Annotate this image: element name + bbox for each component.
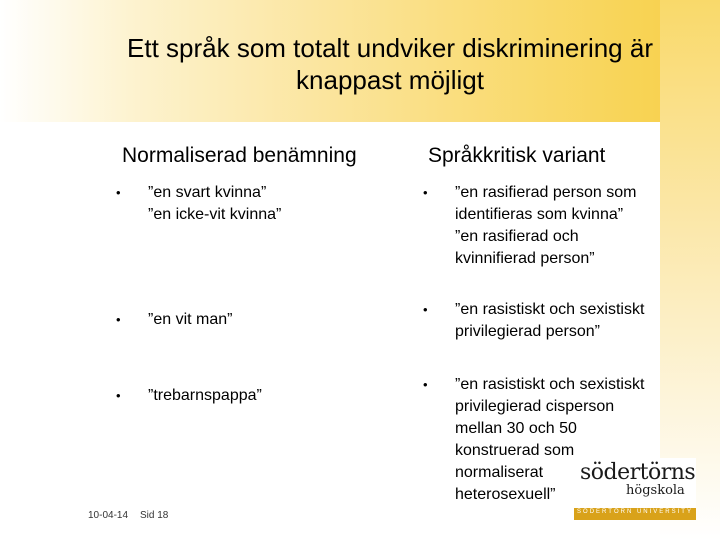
- title-line-1: Ett språk som totalt undviker diskriminering är: [127, 33, 653, 63]
- right-item-3-line-1: ”en rasistiskt och sexistiskt: [455, 376, 645, 393]
- left-item-2-line-1: ”en vit man”: [148, 311, 233, 328]
- right-item-3-line-4: konstruerad som: [455, 442, 575, 459]
- footer-date: 10-04-14: [88, 510, 129, 521]
- title-line-2: knappast möjligt: [296, 65, 484, 95]
- bullet-icon: •: [423, 185, 428, 200]
- bullet-icon: •: [116, 312, 121, 327]
- right-item-3-line-5: normaliserat: [455, 464, 544, 481]
- footer-page-number: Sid 18: [140, 510, 169, 521]
- right-item-2-line-1: ”en rasistiskt och sexistiskt: [455, 301, 645, 318]
- left-column-heading: Normaliserad benämning: [122, 144, 357, 167]
- logo-sub: högskola: [626, 483, 685, 498]
- right-item-1-line-3: ”en rasifierad och: [455, 228, 579, 245]
- bullet-icon: •: [423, 302, 428, 317]
- right-item-3-line-2: privilegierad cisperson: [455, 398, 615, 415]
- slide-title: [90, 32, 690, 96]
- bullet-icon: •: [116, 185, 121, 200]
- left-item-1-line-2: ”en icke-vit kvinna”: [148, 206, 282, 223]
- left-item-1-line-1: ”en svart kvinna”: [148, 184, 267, 201]
- sodertorn-logo: [574, 458, 696, 520]
- logo-name: södertörns: [580, 460, 696, 485]
- bullet-icon: •: [116, 388, 121, 403]
- bullet-icon: •: [423, 377, 428, 392]
- logo-tagline: SÖDERTÖRN UNIVERSITY: [577, 509, 693, 515]
- left-item-3-line-1: ”trebarnspappa”: [148, 387, 262, 404]
- right-item-2-line-2: privilegierad person”: [455, 323, 600, 340]
- right-item-3-line-6: heterosexuell”: [455, 486, 556, 503]
- right-item-3-line-3: mellan 30 och 50: [455, 420, 577, 437]
- right-item-1-line-2: identifieras som kvinna”: [455, 206, 624, 223]
- right-column-heading: Språkkritisk variant: [428, 144, 606, 167]
- right-item-1-line-1: ”en rasifierad person som: [455, 184, 637, 201]
- right-item-1-line-4: kvinnifierad person”: [455, 250, 595, 267]
